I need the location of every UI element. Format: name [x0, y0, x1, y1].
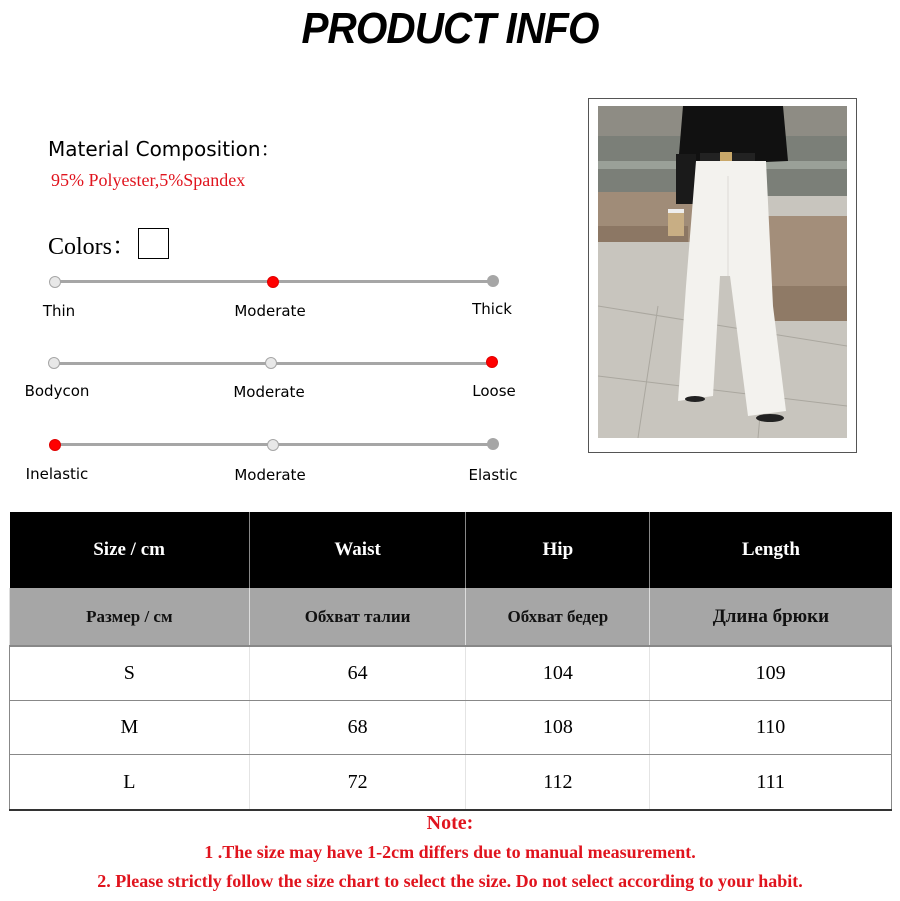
header-hip: Hip — [466, 512, 650, 588]
table-row — [10, 701, 892, 755]
scale-label: Elastic — [468, 466, 518, 484]
header-waist: Waist — [249, 512, 466, 588]
scale-dot-thick — [487, 275, 499, 287]
note-item-1: 1 .The size may have 1-2cm differs due to manual measurement. — [204, 842, 696, 862]
note-item-2: 2. Please strictly follow the size chart to select the size. Do not select according to your habit. — [97, 871, 803, 891]
scale-label: Moderate — [234, 466, 306, 484]
scale-dot-moderate — [265, 357, 277, 369]
cell-size: S — [10, 646, 250, 701]
cell-size: M — [10, 701, 250, 755]
material-composition-label: Material Composition： — [48, 137, 281, 161]
scale-dot-moderate-selected — [267, 276, 279, 288]
elasticity-scale — [0, 425, 540, 485]
header-size: Size / cm — [10, 512, 250, 588]
product-photo-frame — [588, 98, 857, 453]
header-hip-ru: Обхват бедер — [466, 588, 650, 646]
cell-hip: 104 — [466, 646, 650, 701]
scale-label: Moderate — [234, 302, 306, 320]
scale-label: Loose — [472, 382, 516, 400]
scale-label: Thin — [42, 302, 76, 320]
cell-size: L — [10, 755, 250, 811]
size-chart-table — [9, 512, 892, 811]
header-waist-ru: Обхват талии — [249, 588, 466, 646]
scale-dot-elastic — [487, 438, 499, 450]
product-photo — [598, 106, 847, 438]
page-title: PRODUCT INFO — [301, 4, 599, 53]
cell-hip: 112 — [466, 755, 650, 811]
scale-label: Thick — [472, 300, 512, 318]
scale-dot-thin — [49, 276, 61, 288]
material-composition-value: 95% Polyester,5%Spandex — [51, 170, 246, 190]
header-length-ru: Длина брюки — [650, 588, 892, 646]
note-title: Note: — [426, 812, 474, 834]
scale-dot-loose-selected — [486, 356, 498, 368]
fit-scale — [0, 343, 540, 403]
header-length: Length — [650, 512, 892, 588]
cell-length: 109 — [650, 646, 892, 701]
scale-dot-bodycon — [48, 357, 60, 369]
table-row — [10, 646, 892, 701]
colors-row — [48, 226, 169, 261]
scale-label: Moderate — [233, 383, 305, 401]
scale-dot-inelastic-selected — [49, 439, 61, 451]
table-header-russian — [10, 588, 892, 646]
colors-label: Colors： — [48, 234, 137, 260]
cell-length: 110 — [650, 701, 892, 755]
cell-hip: 108 — [466, 701, 650, 755]
scale-label: Bodycon — [24, 382, 90, 400]
color-swatch-white[interactable] — [138, 228, 169, 259]
table-header-english — [10, 512, 892, 588]
thickness-scale — [0, 262, 540, 322]
scale-dot-moderate — [267, 439, 279, 451]
cell-waist: 64 — [249, 646, 466, 701]
header-size-ru: Размер / см — [10, 588, 250, 646]
cell-waist: 72 — [249, 755, 466, 811]
cell-length: 111 — [650, 755, 892, 811]
table-row — [10, 755, 892, 811]
cell-waist: 68 — [249, 701, 466, 755]
scale-label: Inelastic — [25, 465, 89, 483]
